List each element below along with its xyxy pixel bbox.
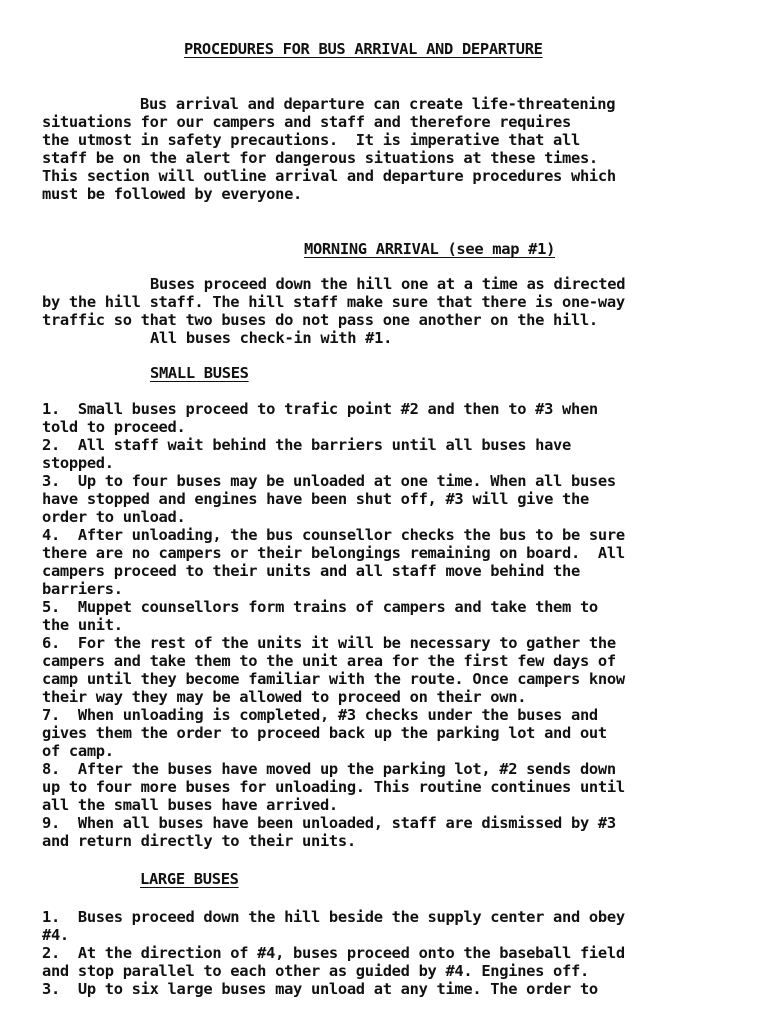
list-line: campers and take them to the unit area for the first few days of <box>42 652 616 670</box>
list-line: 4. After unloading, the bus counsellor checks the bus to be sure <box>42 526 625 544</box>
list-line: 8. After the buses have moved up the parking lot, #2 sends down <box>42 760 616 778</box>
list-line: and return directly to their units. <box>42 832 356 850</box>
list-line: stopped. <box>42 454 114 472</box>
list-line: 7. When unloading is completed, #3 checks under the buses and <box>42 706 598 724</box>
list-line: 1. Buses proceed down the hill beside the supply center and obey <box>42 908 625 926</box>
intro-line: must be followed by everyone. <box>42 185 303 203</box>
list-line: 6. For the rest of the units it will be necessary to gather the <box>42 634 616 652</box>
intro-line: situations for our campers and staff and therefore requires <box>42 113 571 131</box>
list-line: and stop parallel to each other as guided by #4. Engines off. <box>42 962 589 980</box>
list-line: barriers. <box>42 580 123 598</box>
list-line: order to unload. <box>42 508 186 526</box>
morning-line: traffic so that two buses do not pass one another on the hill. <box>42 311 598 329</box>
small-buses-heading: SMALL BUSES <box>150 364 249 382</box>
intro-line: the utmost in safety precautions. It is imperative that all <box>42 131 580 149</box>
large-buses-heading: LARGE BUSES <box>140 870 239 888</box>
morning-line: by the hill staff. The hill staff make sure that there is one-way <box>42 293 625 311</box>
list-line: their way they may be allowed to proceed on their own. <box>42 688 527 706</box>
list-line: 1. Small buses proceed to trafic point #2 and then to #3 when <box>42 400 598 418</box>
list-line: 5. Muppet counsellors form trains of campers and take them to <box>42 598 598 616</box>
morning-line: Buses proceed down the hill one at a time as directed <box>150 275 626 293</box>
list-line: all the small buses have arrived. <box>42 796 338 814</box>
list-line: camp until they become familiar with the route. Once campers know <box>42 670 625 688</box>
list-line: told to proceed. <box>42 418 186 436</box>
list-line: campers proceed to their units and all staff move behind the <box>42 562 580 580</box>
list-line: #4. <box>42 926 69 944</box>
intro-line: Bus arrival and departure can create life-threatening <box>140 95 616 113</box>
list-line: 2. All staff wait behind the barriers until all buses have <box>42 436 571 454</box>
intro-line: This section will outline arrival and departure procedures which <box>42 167 616 185</box>
list-line: 3. Up to four buses may be unloaded at one time. When all buses <box>42 472 616 490</box>
list-line: there are no campers or their belongings remaining on board. All <box>42 544 625 562</box>
list-line: gives them the order to proceed back up the parking lot and out <box>42 724 607 742</box>
list-line: 2. At the direction of #4, buses proceed onto the baseball field <box>42 944 625 962</box>
list-line: 9. When all buses have been unloaded, staff are dismissed by #3 <box>42 814 616 832</box>
list-line: 3. Up to six large buses may unload at any time. The order to <box>42 980 598 998</box>
morning-line: All buses check-in with #1. <box>150 329 393 347</box>
intro-line: staff be on the alert for dangerous situations at these times. <box>42 149 598 167</box>
list-line: up to four more buses for unloading. This routine continues until <box>42 778 625 796</box>
list-line: of camp. <box>42 742 114 760</box>
document-title: PROCEDURES FOR BUS ARRIVAL AND DEPARTURE <box>184 40 543 58</box>
list-line: have stopped and engines have been shut off, #3 will give the <box>42 490 589 508</box>
morning-arrival-heading: MORNING ARRIVAL (see map #1) <box>304 240 556 258</box>
list-line: the unit. <box>42 616 123 634</box>
